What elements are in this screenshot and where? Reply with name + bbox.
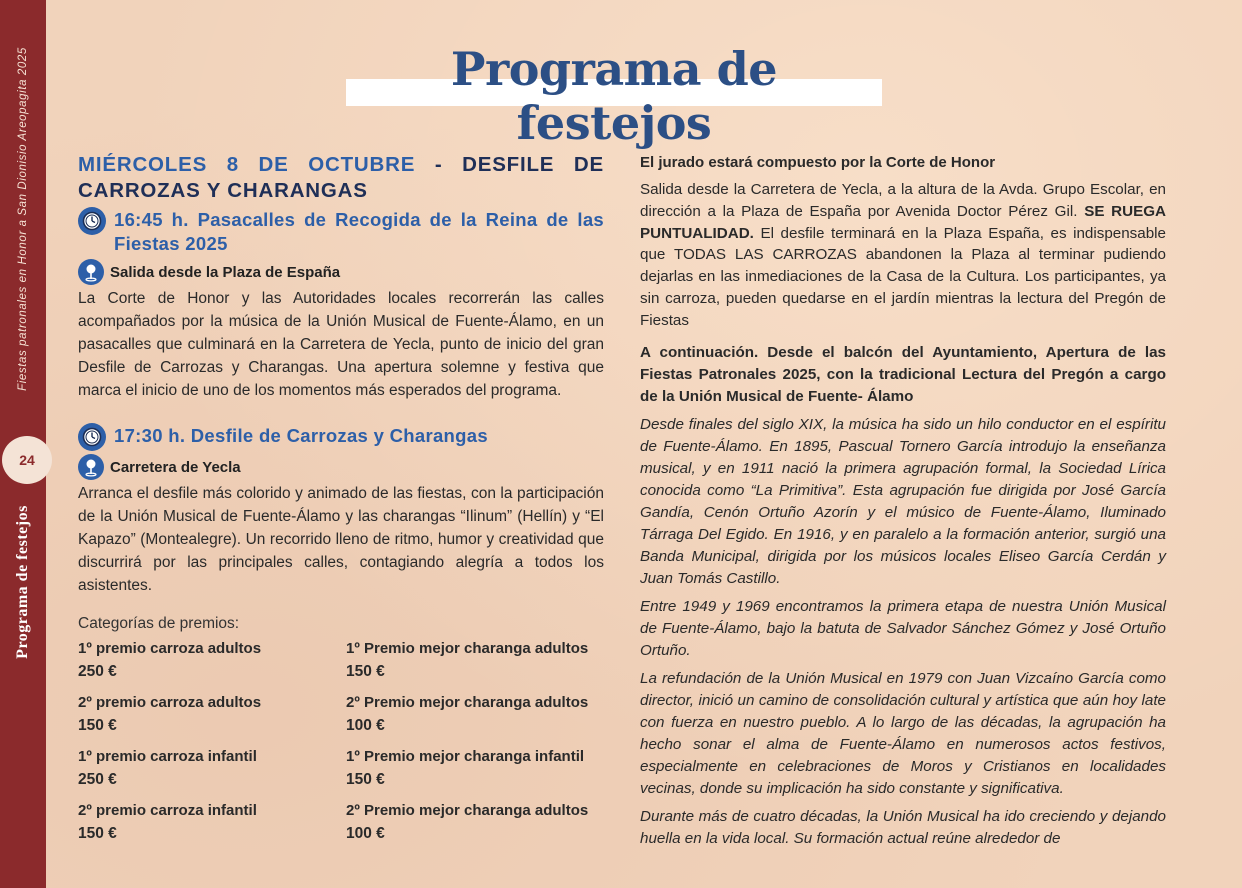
event-1-description: La Corte de Honor y las Autoridades locales recorrerán las calles acompañados por la música de la Unión Musical de Fuente-Álamo, en un pasacalles que culminará en la Carretera de Yecla, punto de inicio del gran Desfile de Carrozas y Charangas. Una apertura solemne y festiva que marca el inicio de uno de los momentos más esperados del programa. bbox=[78, 290, 604, 399]
prize-item bbox=[346, 637, 604, 683]
clock-icon bbox=[78, 423, 106, 451]
prize-label: 1º Premio mejor charanga adultos bbox=[346, 640, 589, 657]
prize-item bbox=[346, 799, 604, 845]
prize-amount: 100 € bbox=[346, 717, 385, 734]
prizes-heading: Categorías de premios: bbox=[78, 615, 240, 632]
event-1-title: 16:45 h. Pasacalles de Recogida de la Reina de las Fiestas 2025 bbox=[114, 209, 604, 254]
prize-amount: 150 € bbox=[346, 663, 385, 680]
day-heading bbox=[78, 152, 604, 204]
event-2-description: Arranca el desfile más colorido y animado de las fiestas, con la participación de la Unión Musical de Fuente-Álamo y las charangas “Ilinum” (Hellín) y “El Kapazo” (Montealegre). Un recorrido lleno de ritmo, humor y creatividad que discurrirá por las principales calles, contagiando alegría a todos los asistentes. bbox=[78, 485, 604, 594]
day-date: MIÉRCOLES 8 DE OCTUBRE bbox=[78, 153, 416, 176]
route-paragraph bbox=[640, 179, 1166, 332]
spacer bbox=[78, 597, 604, 615]
history-paragraph-2: Entre 1949 y 1969 encontramos la primera etapa de nuestra Unión Musical de Fuente-Álamo, bajo la batuta de Salvador Sánchez Gómez y José Ortuño Ortuño. bbox=[640, 597, 1166, 659]
prize-item bbox=[78, 691, 346, 737]
prize-amount: 150 € bbox=[78, 825, 117, 842]
location-pin-icon bbox=[78, 454, 104, 480]
clock-icon bbox=[78, 207, 106, 235]
prize-label: 1º Premio mejor charanga infantil bbox=[346, 748, 585, 765]
event-1-location: Salida desde la Plaza de España bbox=[110, 264, 341, 281]
prize-label: 1º premio carroza adultos bbox=[78, 640, 262, 657]
sidebar-section-wrap bbox=[0, 496, 46, 668]
route-text-b: El desfile terminará en la Plaza España, es indispensable que TODAS LAS CARROZAS abandonen la Plaza al terminar pudiendo dejarlas en las inmediaciones de la Casa de la Cultura. Los participantes, ya sin carroza, pueden quedarse en el jardín mientras la lectura del Pregón de Fiestas bbox=[640, 224, 1166, 329]
prize-amount: 150 € bbox=[346, 771, 385, 788]
history-paragraph-4: Durante más de cuatro décadas, la Unión Musical ha ido creciendo y dejando huella en la vida local. Su formación actual reúne alrededor de bbox=[640, 807, 1166, 847]
spacer bbox=[78, 402, 604, 420]
route-text-a: Salida desde la Carretera de Yecla, a la altura de la Avda. Grupo Escolar, en dirección a la Plaza de España por Avenida Doctor Pérez Gil. bbox=[640, 181, 1166, 220]
prize-amount: 250 € bbox=[78, 771, 117, 788]
sidebar-subtitle: Fiestas patronales en Honor a San Dionisio Areopagita 2025 bbox=[17, 46, 30, 391]
prizes-grid bbox=[78, 637, 604, 845]
history-paragraph-3: La refundación de la Unión Musical en 1979 con Juan Vizcaíno García como director, inició un camino de consolidación cultural y artística que aún hoy late con fuerza en nuestro pueblo. A lo largo de las décadas, la agrupación ha hecho sonar el alma de Fuente-Álamo en numerosos actos festivos, especialmente en celebraciones de Moros y Cristianos en localidades vecinas, donde su implicación ha sido constante y significativa. bbox=[640, 669, 1166, 797]
sidebar-section-label: Programa de festejos bbox=[14, 505, 31, 659]
history-paragraph-1: Desde finales del siglo XIX, la música ha sido un hilo conductor en el espíritu de Fuente-Álamo. En 1895, Pascual Tornero García introdujo la enseñanza musical, y en 1911 nació la primera agrupación formal, la Sociedad Lírica conocida como “La Primitiva”. Esta agrupación fue dirigida por José García Gandía, Cenón Ortuño Azorín y el músico de Fuente-Álamo, Iluminado Tárraga Del Egido. En 1916, y en paralelo a la formación anterior, surgió una Banda Municipal, dirigida por los músicos locales Eliseo García Cerdán y Juan Tomás Castillo. bbox=[640, 415, 1166, 587]
prize-label: 2º premio carroza infantil bbox=[78, 802, 257, 819]
left-column bbox=[78, 152, 604, 845]
prize-amount: 100 € bbox=[346, 825, 385, 842]
prize-label: 2º Premio mejor charanga adultos bbox=[346, 694, 589, 711]
prize-label: 2º Premio mejor charanga adultos bbox=[346, 802, 589, 819]
jury-note: El jurado estará compuesto por la Corte de Honor bbox=[640, 154, 996, 171]
prize-label: 1º premio carroza infantil bbox=[78, 748, 257, 765]
announcement: A continuación. Desde el balcón del Ayuntamiento, Apertura de las Fiestas Patronales 2025, con la tradicional Lectura del Pregón a cargo de la Unión Musical de Fuente- Álamo bbox=[640, 343, 1166, 405]
event-1-location-line bbox=[78, 260, 604, 285]
prize-item bbox=[78, 745, 346, 791]
event-1-heading bbox=[78, 208, 604, 256]
sidebar-subtitle-wrap bbox=[0, 16, 46, 421]
prize-item bbox=[346, 745, 604, 791]
prize-amount: 150 € bbox=[78, 717, 117, 734]
event-2-heading bbox=[78, 424, 604, 451]
day-title: - DESFILE DE CARROZAS Y CHARANGAS bbox=[78, 153, 604, 202]
prize-item bbox=[78, 637, 346, 683]
event-2-title: 17:30 h. Desfile de Carrozas y Charangas bbox=[114, 425, 488, 446]
right-column bbox=[640, 152, 1166, 850]
prize-amount: 250 € bbox=[78, 663, 117, 680]
page-title: Programa de festejos bbox=[450, 42, 778, 150]
prize-item bbox=[346, 691, 604, 737]
prize-item bbox=[78, 799, 346, 845]
event-2-location: Carretera de Yecla bbox=[110, 459, 241, 476]
prize-label: 2º premio carroza adultos bbox=[78, 694, 262, 711]
page-number: 24 bbox=[2, 436, 52, 484]
location-pin-icon bbox=[78, 259, 104, 285]
event-2-location-line bbox=[78, 455, 604, 480]
route-bold: SE RUEGA PUNTUALIDAD. bbox=[640, 202, 1167, 242]
